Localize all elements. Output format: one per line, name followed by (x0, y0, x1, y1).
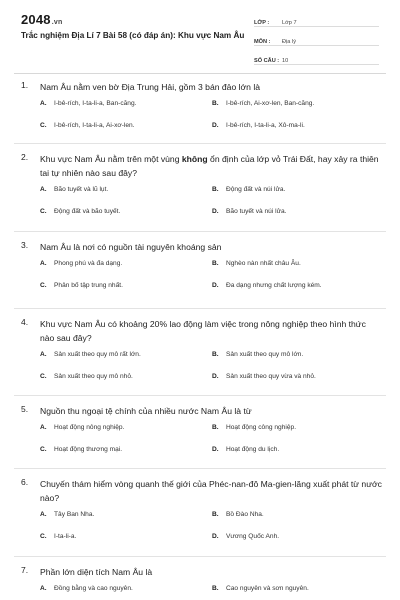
meta-info (254, 12, 379, 69)
option-key: C. (40, 122, 47, 129)
question-text-part: Chuyến thám hiểm vòng quanh thế giới của Phéc-nan-đô Ma-gien-lăng xuất phát từ nước nào? (40, 479, 382, 503)
option-text: Phân bố tập trung nhất. (54, 282, 123, 289)
answer-option[interactable] (212, 533, 279, 540)
option-key: D. (212, 446, 219, 453)
question-text-part: Khu vực Nam Âu có khoảng 20% lao động làm việc trong nông nghiệp theo hình thức nào sau đây? (40, 319, 366, 343)
answer-option[interactable] (40, 351, 141, 358)
option-text: Nghèo nàn nhất châu Âu. (226, 260, 301, 267)
option-text: Bão tuyết và lũ lụt. (54, 186, 109, 193)
question-text-part: Phần lớn diện tích Nam Âu là (40, 567, 153, 577)
question-divider (14, 143, 386, 144)
option-key: B. (212, 511, 219, 518)
answer-option[interactable] (40, 424, 124, 431)
option-key: C. (40, 208, 47, 215)
answer-option[interactable] (212, 186, 285, 193)
question-number: 4. (21, 317, 29, 327)
site-logo[interactable] (21, 12, 62, 27)
question-text (40, 240, 382, 254)
answer-option[interactable] (40, 373, 133, 380)
option-text: Bão tuyết và núi lửa. (226, 208, 287, 215)
option-text: I-bê-rích, I-ta-li-a, Xô-ma-li. (226, 122, 305, 129)
option-text: Vương Quốc Anh. (226, 533, 280, 540)
option-text: Đa dạng nhưng chất lượng kém. (226, 282, 322, 289)
question-divider (14, 308, 386, 309)
question-divider (14, 468, 386, 469)
option-key: B. (212, 351, 219, 358)
answer-option[interactable] (40, 122, 135, 129)
option-key: A. (40, 424, 47, 431)
option-text: Sản xuất theo quy mô rất lớn. (54, 351, 141, 358)
option-text: Sản xuất theo quy mô nhỏ. (54, 373, 133, 380)
question-text-part: Nam Âu nằm ven bờ Địa Trung Hải, gồm 3 bán đảo lớn là (40, 82, 261, 92)
answer-option[interactable] (40, 260, 122, 267)
question-text (40, 152, 382, 180)
question-text (40, 477, 382, 505)
question-item (0, 317, 400, 380)
meta-label: SỐ CÂU : (254, 58, 280, 64)
question-text (40, 80, 382, 94)
answer-option[interactable] (212, 100, 314, 107)
logo-text: 2048 (21, 12, 51, 27)
option-key: D. (212, 533, 219, 540)
answer-option[interactable] (40, 446, 122, 453)
option-text: Sản xuất theo quy mô lớn. (226, 351, 304, 358)
option-text: Hoạt động nông nghiệp. (54, 424, 125, 431)
option-key: D. (212, 373, 219, 380)
option-key: A. (40, 100, 47, 107)
option-key: D. (212, 122, 219, 129)
meta-label: MÔN : (254, 39, 271, 45)
question-number: 3. (21, 240, 29, 250)
answer-option[interactable] (40, 511, 94, 518)
question-item (0, 80, 400, 129)
question-item (0, 565, 400, 592)
answer-option[interactable] (212, 446, 279, 453)
option-text: I-bê-rích, I-ta-li-a, Ai-xơ-len. (54, 122, 135, 129)
header-divider (14, 73, 386, 74)
answer-option[interactable] (40, 100, 136, 107)
meta-row-subject (254, 31, 379, 46)
option-key: C. (40, 446, 47, 453)
option-text: Động đất và bão tuyết. (54, 208, 121, 215)
meta-row-class (254, 12, 379, 27)
answer-option[interactable] (212, 282, 322, 289)
question-divider (14, 231, 386, 232)
question-text-part: Nam Âu là nơi có nguồn tài nguyên khoáng sản (40, 242, 222, 252)
question-item (0, 240, 400, 289)
answer-option[interactable] (212, 585, 309, 592)
option-text: I-bê-rích, Ai-xơ-len, Ban-căng. (226, 100, 315, 107)
option-text: Sản xuất theo quy vừa và nhỏ. (226, 373, 316, 380)
option-key: B. (212, 186, 219, 193)
question-item (0, 404, 400, 453)
answer-option[interactable] (212, 511, 264, 518)
meta-value: 10 (282, 58, 289, 64)
option-key: D. (212, 208, 219, 215)
option-key: C. (40, 282, 47, 289)
option-key: A. (40, 351, 47, 358)
question-number: 1. (21, 80, 29, 90)
question-text-part: Khu vực Nam Âu nằm trên một vùng (40, 154, 182, 164)
answer-option[interactable] (212, 424, 296, 431)
question-text-part: ổn định của lớp vỏ Trái Đất, hay xảy ra thiên tai tự nhiên nào sau đây? (40, 154, 379, 178)
meta-value: Địa lý (282, 39, 296, 45)
option-key: B. (212, 100, 219, 107)
option-text: Tây Ban Nha. (54, 511, 95, 518)
option-key: C. (40, 373, 47, 380)
answer-option[interactable] (40, 533, 76, 540)
meta-label: LỚP : (254, 20, 270, 26)
question-text (40, 404, 382, 418)
answer-option[interactable] (212, 260, 301, 267)
option-text: Đồng bằng và cao nguyên. (54, 585, 133, 592)
option-key: A. (40, 585, 47, 592)
option-text: Hoạt động công nghiệp. (226, 424, 297, 431)
document-title: Trắc nghiệm Địa Lí 7 Bài 58 (có đáp án): Khu vực Nam Âu (21, 31, 245, 40)
answer-option[interactable] (212, 208, 287, 215)
option-key: B. (212, 585, 219, 592)
question-item (0, 477, 400, 540)
option-text: Động đất và núi lửa. (226, 186, 286, 193)
option-text: I-bê-rích, I-ta-li-a, Ban-căng. (54, 100, 137, 107)
option-text: Phong phú và đa dạng. (54, 260, 123, 267)
option-key: B. (212, 424, 219, 431)
page-header (0, 0, 400, 70)
question-divider (14, 395, 386, 396)
option-key: A. (40, 260, 47, 267)
logo-suffix: .vn (51, 19, 63, 26)
question-text-part: Nguồn thu ngoại tệ chính của nhiều nước Nam Âu là từ (40, 406, 252, 416)
option-text: Cao nguyên và sơn nguyên. (226, 585, 309, 592)
answer-option[interactable] (212, 351, 303, 358)
answer-option[interactable] (212, 373, 316, 380)
meta-row-count (254, 50, 379, 65)
question-number: 7. (21, 565, 29, 575)
meta-value: Lớp 7 (282, 20, 297, 26)
question-item (0, 152, 400, 215)
question-text (40, 317, 382, 345)
option-key: A. (40, 511, 47, 518)
option-key: C. (40, 533, 47, 540)
question-divider (14, 556, 386, 557)
question-text-emphasis: không (181, 154, 208, 164)
question-number: 6. (21, 477, 29, 487)
option-key: B. (212, 260, 219, 267)
question-text (40, 565, 382, 579)
answer-option[interactable] (40, 208, 120, 215)
answer-option[interactable] (212, 122, 305, 129)
question-number: 5. (21, 404, 29, 414)
option-text: Hoạt động du lịch. (226, 446, 280, 453)
question-number: 2. (21, 152, 29, 162)
option-key: A. (40, 186, 47, 193)
answer-option[interactable] (40, 186, 108, 193)
option-text: I-ta-li-a. (54, 533, 77, 540)
option-text: Hoạt động thương mại. (54, 446, 123, 453)
option-key: D. (212, 282, 219, 289)
option-text: Bồ Đào Nha. (226, 511, 264, 518)
answer-option[interactable] (40, 585, 133, 592)
answer-option[interactable] (40, 282, 123, 289)
